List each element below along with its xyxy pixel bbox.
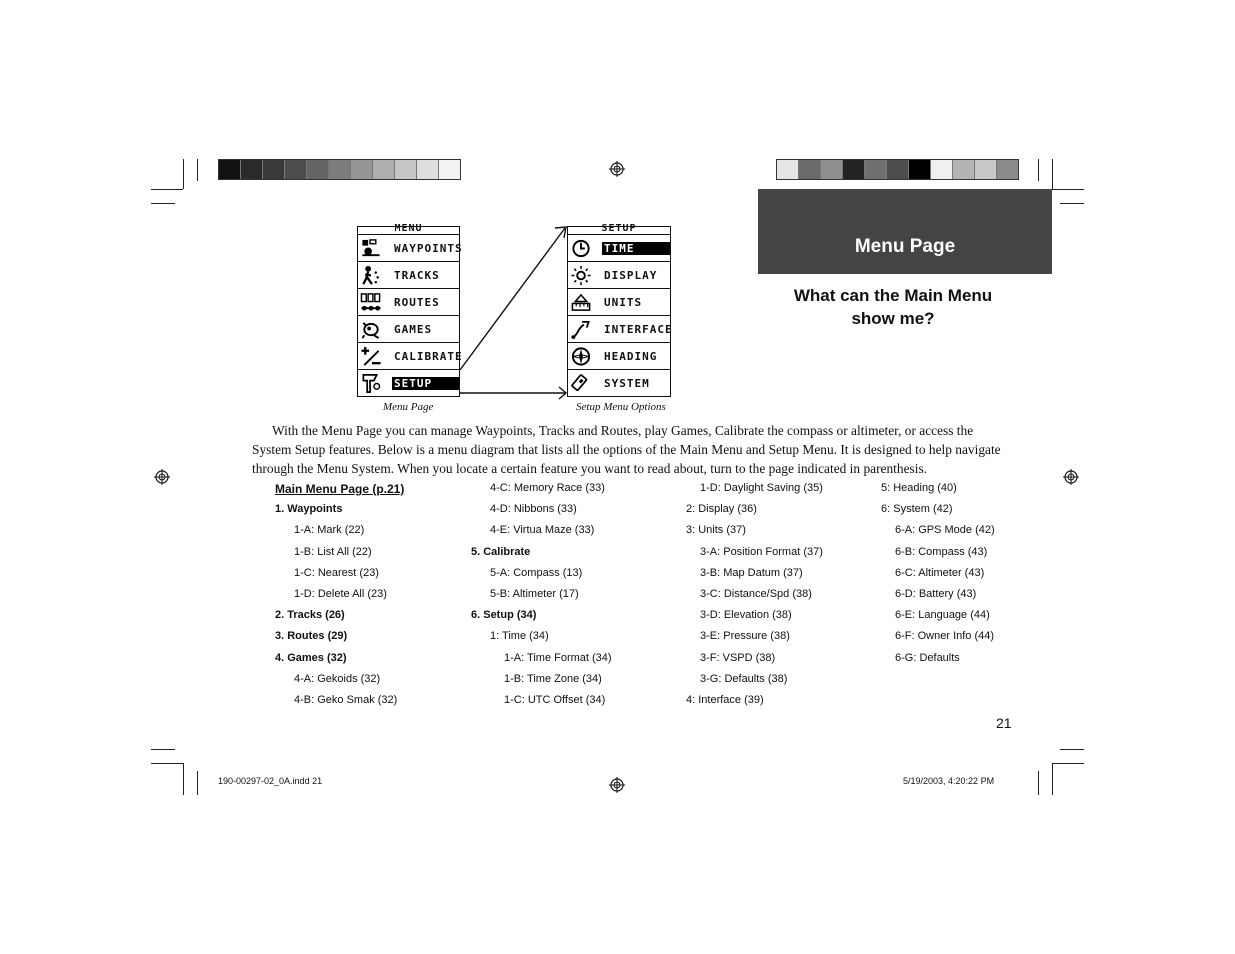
menu-list-item: 5. Calibrate	[471, 545, 531, 558]
menu-list-item: 3: Units (37)	[686, 524, 746, 537]
calibrate-icon	[360, 346, 382, 367]
menu-list-heading: Main Menu Page (p.21)	[275, 482, 405, 496]
sidebar-question: What can the Main Menu show me?	[793, 286, 993, 328]
menu-list-item: 3-C: Distance/Spd (38)	[700, 588, 812, 600]
color-bar-right	[776, 159, 1019, 180]
menu-list-item: 6. Setup (34)	[471, 609, 537, 622]
menu-list-item: 1-A: Time Format (34)	[504, 651, 612, 664]
menu-list-item: 1-D: Daylight Saving (35)	[700, 482, 823, 494]
menu-list-item: 6-F: Owner Info (44)	[895, 630, 995, 643]
color-swatch	[909, 160, 931, 179]
menu-item-label: SYSTEM	[604, 377, 650, 390]
menu-list-item: 6-D: Battery (43)	[895, 588, 977, 600]
menu-item-games[interactable]	[358, 315, 459, 343]
color-swatch	[931, 160, 953, 179]
menu-item-tracks[interactable]	[358, 261, 459, 289]
menu-list-item: 4-A: Gekoids (32)	[294, 672, 381, 685]
menu-list-item: 1. Waypoints	[275, 503, 343, 516]
page-number: 21	[996, 715, 1012, 731]
menu-list-item: 1-B: Time Zone (34)	[504, 672, 602, 685]
color-swatch	[329, 160, 351, 179]
color-swatch	[263, 160, 285, 179]
menu-list-item: 6-G: Defaults	[895, 651, 960, 664]
menu-item-interface[interactable]	[568, 315, 673, 343]
menu-list-item: 1-D: Delete All (23)	[294, 588, 387, 600]
color-swatch	[799, 160, 821, 179]
menu-list-item: 4. Games (32)	[275, 651, 347, 664]
color-swatch	[777, 160, 799, 179]
games-icon	[360, 319, 382, 340]
section-header	[758, 189, 1052, 274]
color-swatch	[997, 160, 1018, 179]
color-swatch	[241, 160, 263, 179]
color-swatch	[373, 160, 395, 179]
screen-title: SETUP	[568, 224, 670, 235]
setup-menu-caption: Setup Menu Options	[576, 401, 666, 413]
menu-item-label: HEADING	[604, 350, 658, 363]
intro-paragraph: With the Menu Page you can manage Waypoints, Tracks and Routes, play Games, Calibrate the compass or altimeter, or access the System Setup features. Below is a menu diagram that lists all the options of the Main Menu and Setup Menu. It is designed to help navigate through the Menu System. When you locate a certain feature you want to read about, turn to the page indicated in parenthesis.	[252, 423, 1001, 477]
menu-item-units[interactable]	[568, 288, 670, 316]
section-title: Menu Page	[854, 236, 956, 257]
menu-list-item: 4-C: Memory Race (33)	[490, 482, 605, 494]
menu-item-setup[interactable]	[358, 369, 459, 397]
setup-menu-screen	[567, 226, 671, 397]
waypoints-icon	[360, 238, 382, 259]
registration-mark-right	[1063, 469, 1079, 485]
menu-list-item: 3-A: Position Format (37)	[700, 545, 823, 558]
menu-list-item: 1-A: Mark (22)	[294, 524, 365, 537]
color-bar-left	[218, 159, 461, 180]
menu-list-item: 3-E: Pressure (38)	[700, 630, 790, 643]
menu-list-item: 6-B: Compass (43)	[895, 545, 988, 558]
diagram-arrows	[455, 222, 575, 402]
menu-list-item: 4: Interface (39)	[686, 694, 764, 706]
menu-list-item: 2: Display (36)	[686, 503, 757, 516]
menu-list-item: 1-C: UTC Offset (34)	[504, 694, 606, 706]
color-swatch	[285, 160, 307, 179]
menu-item-label: TIME	[602, 242, 670, 255]
menu-item-label: CALIBRATE	[394, 350, 463, 363]
menu-page-screen	[357, 224, 463, 397]
menu-item-system[interactable]	[568, 369, 670, 397]
menu-item-time[interactable]	[568, 234, 670, 262]
color-swatch	[439, 160, 460, 179]
menu-list-item: 1-B: List All (22)	[294, 545, 372, 558]
setup-icon	[360, 373, 382, 394]
color-swatch	[307, 160, 329, 179]
arrow-line-diagonal	[460, 228, 565, 370]
menu-list-item: 4-B: Geko Smak (32)	[294, 694, 398, 706]
color-swatch	[395, 160, 417, 179]
menu-list-item: 6: System (42)	[881, 503, 953, 516]
registration-mark-top	[609, 161, 625, 177]
menu-list-item: 3-F: VSPD (38)	[700, 651, 776, 664]
menu-list-item: 1: Time (34)	[490, 630, 549, 643]
menu-page-caption: Menu Page	[383, 401, 434, 413]
footer-timestamp: 5/19/2003, 4:20:22 PM	[903, 776, 995, 786]
menu-item-label: TRACKS	[394, 269, 440, 282]
menu-list-item: 5-B: Altimeter (17)	[490, 588, 579, 600]
menu-list-item: 4-E: Virtua Maze (33)	[490, 524, 595, 537]
menu-item-label: GAMES	[394, 323, 433, 336]
color-swatch	[351, 160, 373, 179]
footer-filename: 190-00297-02_0A.indd 21	[218, 776, 323, 786]
color-swatch	[219, 160, 241, 179]
menu-list-item: 6-E: Language (44)	[895, 609, 990, 622]
color-swatch	[953, 160, 975, 179]
menu-item-waypoints[interactable]	[358, 234, 463, 262]
menu-list-item: 3. Routes (29)	[275, 630, 348, 643]
color-swatch	[887, 160, 909, 179]
menu-item-label: WAYPOINTS	[394, 242, 463, 255]
menu-list-item: 2. Tracks (26)	[275, 609, 345, 622]
menu-item-label: DISPLAY	[604, 269, 658, 282]
registration-mark-left	[154, 469, 170, 485]
menu-list-item: 3-D: Elevation (38)	[700, 609, 792, 622]
color-swatch	[821, 160, 843, 179]
color-swatch	[417, 160, 439, 179]
menu-item-label: ROUTES	[394, 296, 440, 309]
menu-item-label: UNITS	[604, 296, 643, 309]
routes-icon	[360, 292, 382, 313]
menu-item-label: SETUP	[392, 377, 459, 390]
menu-list-item: 5: Heading (40)	[881, 482, 957, 494]
menu-list-item: 4-D: Nibbons (33)	[490, 503, 577, 516]
tracks-icon	[360, 265, 382, 286]
menu-list-item: 5-A: Compass (13)	[490, 566, 583, 579]
color-swatch	[975, 160, 997, 179]
color-swatch	[843, 160, 865, 179]
menu-list-item: 1-C: Nearest (23)	[294, 566, 379, 579]
menu-list-item: 3-B: Map Datum (37)	[700, 566, 803, 579]
registration-mark-bottom	[609, 777, 625, 793]
menu-item-display[interactable]	[568, 261, 670, 289]
menu-list-item: 3-G: Defaults (38)	[700, 672, 788, 685]
color-swatch	[865, 160, 887, 179]
menu-item-routes[interactable]	[358, 288, 459, 316]
menu-item-label: INTERFACE	[604, 323, 673, 336]
screen-title: MENU	[358, 224, 459, 235]
menu-item-heading[interactable]	[568, 342, 670, 370]
menu-list-item: 6-A: GPS Mode (42)	[895, 524, 995, 537]
menu-item-calibrate[interactable]	[358, 342, 463, 370]
menu-list-item: 6-C: Altimeter (43)	[895, 566, 985, 579]
